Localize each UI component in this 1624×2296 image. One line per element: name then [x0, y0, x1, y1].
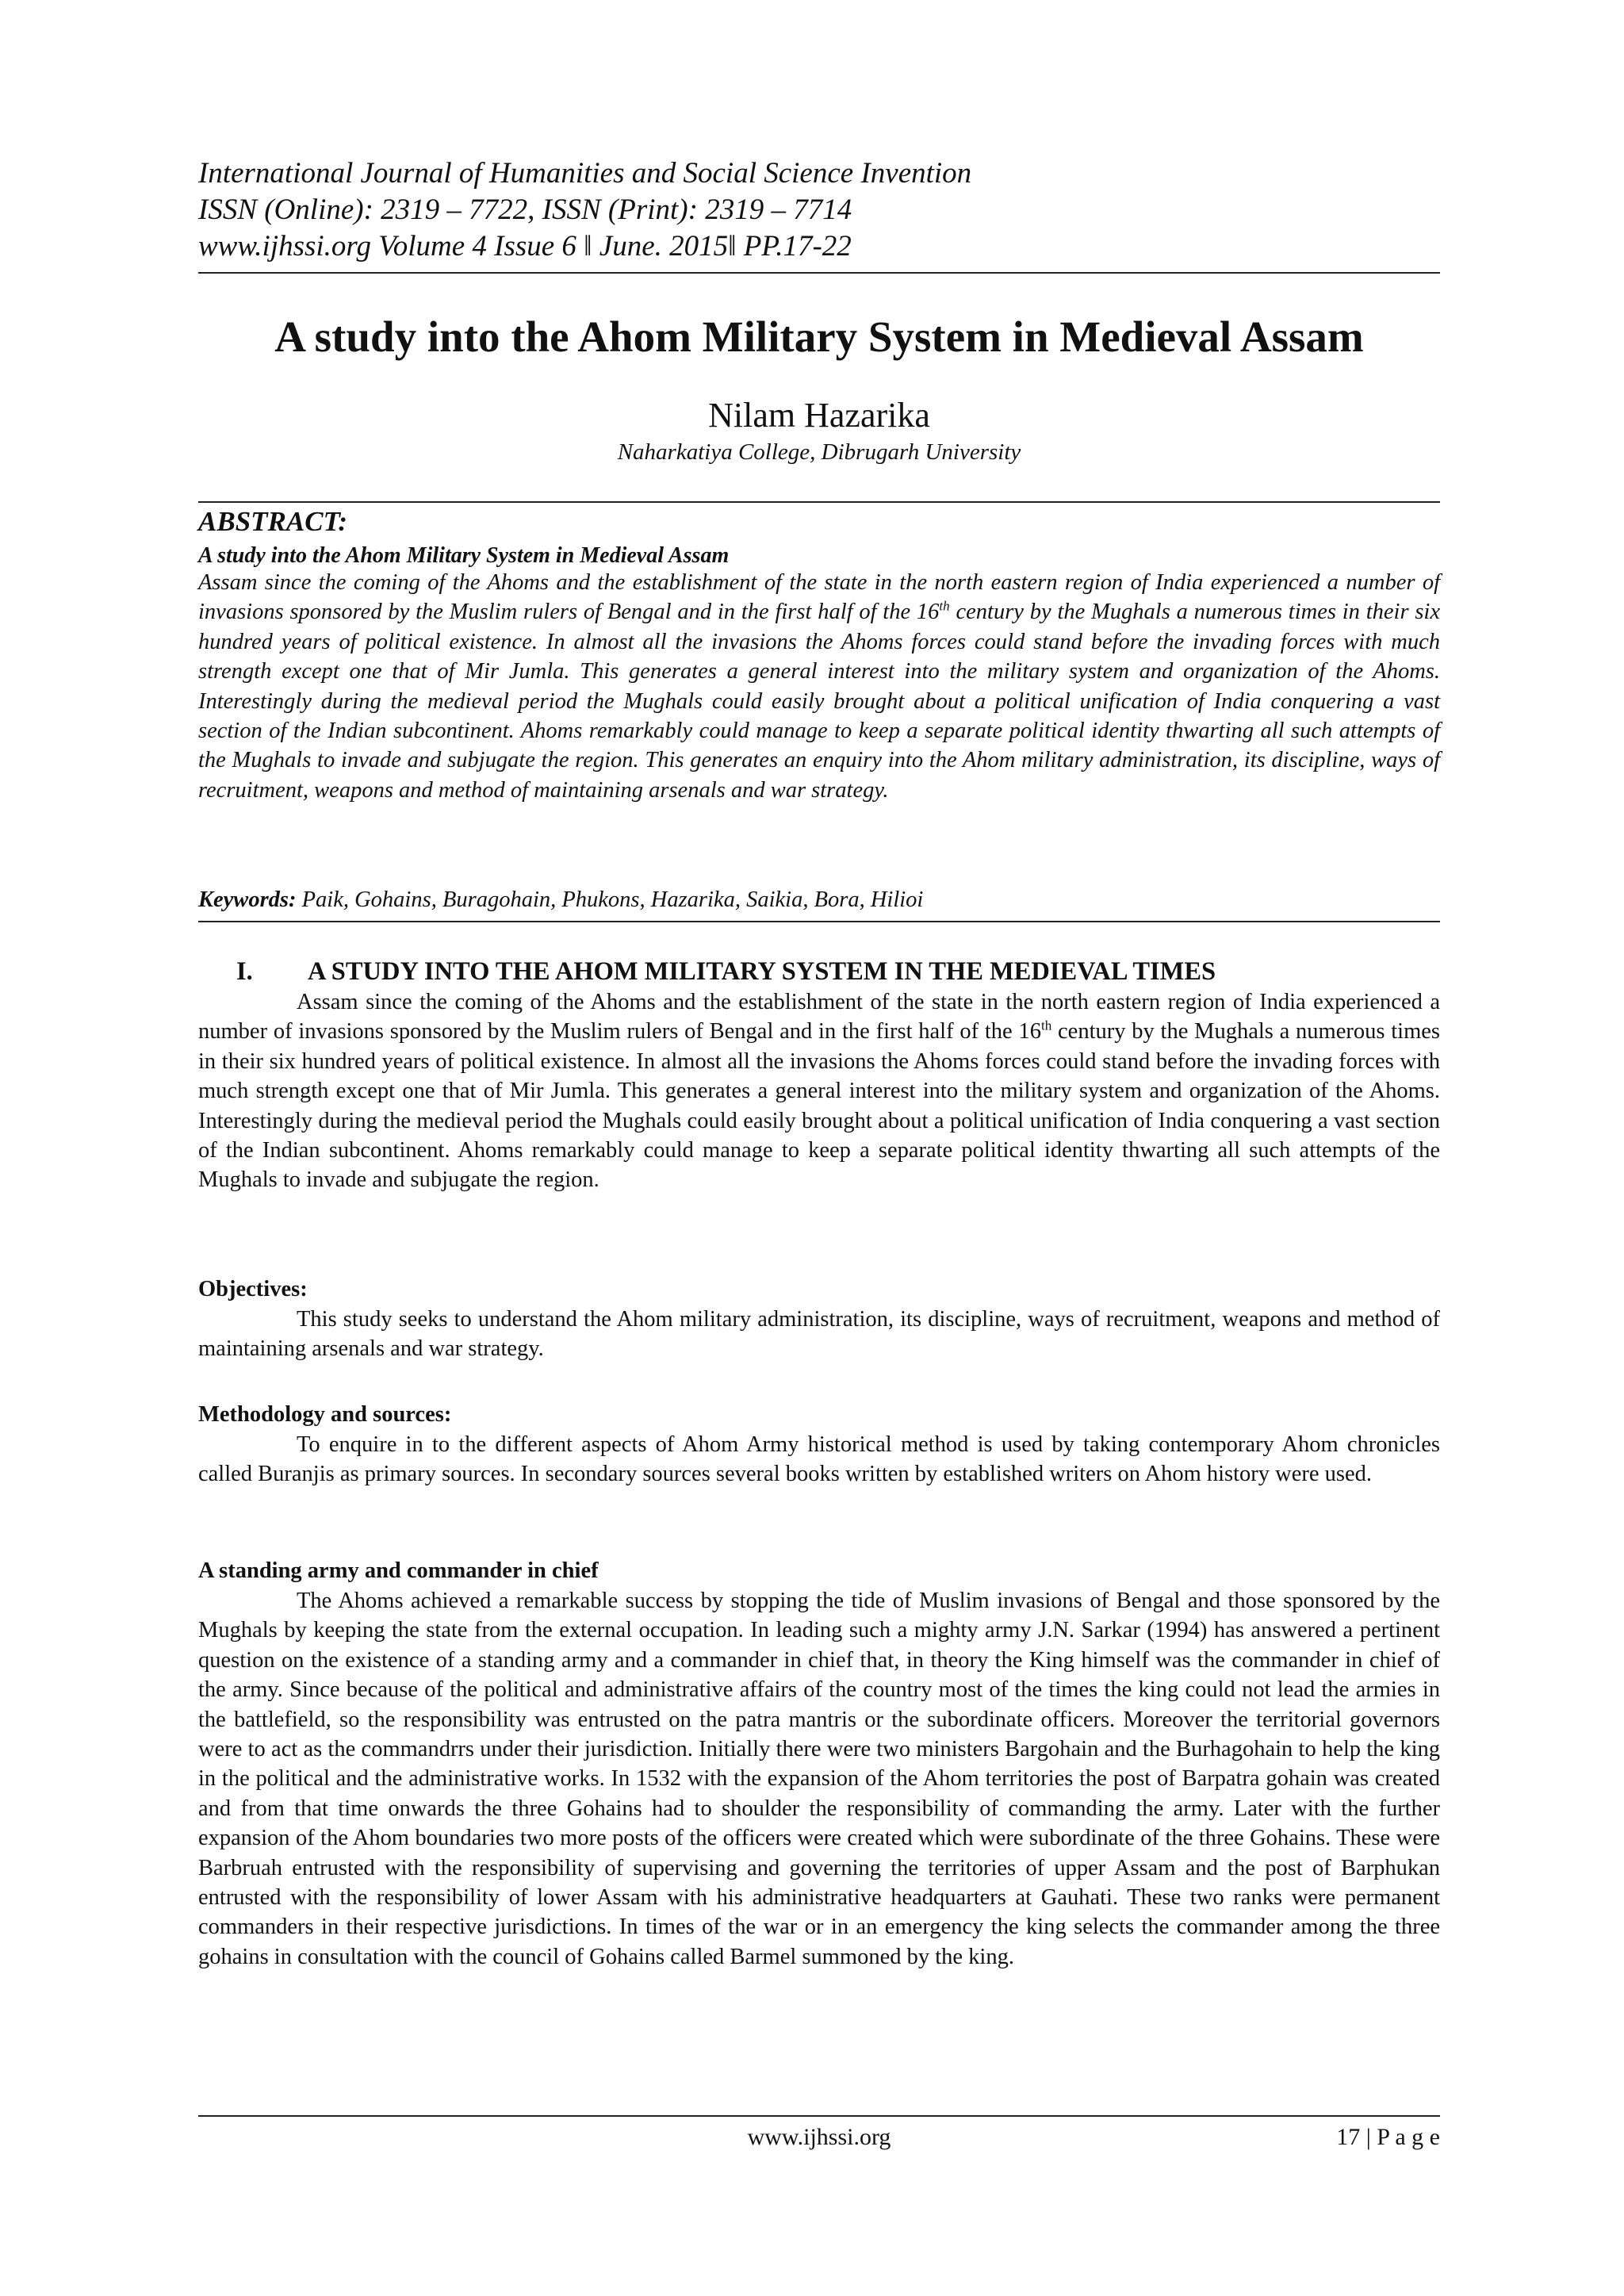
journal-header — [198, 155, 1440, 265]
objectives-paragraph: This study seeks to understand the Ahom military administration, its discipline, ways of recruitment, weapons and method of maintaining arsenals and war strategy. — [198, 1307, 1440, 1362]
abstract-subtitle: A study into the Ahom Military System in Medieval Assam — [198, 543, 730, 568]
paper-title: A study into the Ahom Military System in Medieval Assam — [274, 312, 1364, 361]
methodology-heading: Methodology and sources: — [198, 1402, 452, 1427]
author-affiliation: Naharkatiya College, Dibrugarh University — [617, 439, 1021, 465]
author-name: Nilam Hazarika — [708, 396, 930, 435]
issn-line: ISSN (Online): 2319 – 7722, ISSN (Print): 2319 – 7714 — [198, 194, 852, 226]
footer-rule — [198, 2115, 1440, 2117]
journal-name: International Journal of Humanities and Social Science Invention — [198, 157, 972, 190]
standing-army-paragraph: The Ahoms achieved a remarkable success by stopping the tide of Muslim invasions of Bengal and those sponsored by the Mughals by keeping the state from the external occupation. In leading such a mighty army J.N. Sarkar (1994) has answered a pertinent question on the existence of a standing army and a commander in chief that, in theory the King himself was the commander in chief of the army. Since because of the political and administrative affairs of the country most of the times the king could not lead the armies in the battlefield, so the responsibility was entrusted on the patra mantris or the subordinate officers. Moreover the territorial governors were to act as the commandrrs under their jurisdiction. Initially there were two ministers Bargohain and the Burhagohain to help the king in the political and the administrative works. In 1532 with the expansion of the Ahom territories the post of Barpatra gohain was created and from that time onwards the three Gohains had to shoulder the responsibility of commanding the army. Later with the further expansion of the Ahom boundaries two more posts of the officers were created which were subordinate of the three Gohains. These were Barbruah entrusted with the responsibility of supervising and governing the territories of upper Assam and the post of Barphukan entrusted with the responsibility of lower Assam with his administrative headquarters at Gauhati. These two ranks were permanent commanders in their respective jurisdictions. In times of the war or in an emergency the king selects the commander among the three gohains in consultation with the council of Gohains called Barmel summoned by the king. — [198, 1589, 1440, 1969]
abstract-text: Assam since the coming of the Ahoms and the establishment of the state in the north eastern region of India experienced a number of invasions sponsored by the Muslim rulers of Bengal and in the first half of the 16th century by the Mughals a numerous times in their six hundred years of political existence. In almost all the invasions the Ahoms forces could stand before the invading forces with much strength except one that of Mir Jumla. This generates a general interest into the military system and organization of the Ahoms. Interestingly during the medieval period the Mughals could easily brought about a political unification of India conquering a vast section of the Indian subcontinent. Ahoms remarkably could manage to keep a separate political identity thwarting all such attempts of the Mughals to invade and subjugate the region. This generates an enquiry into the Ahom military administration, its discipline, ways of recruitment, weapons and method of maintaining arsenals and war strategy. — [198, 570, 1440, 803]
volume-line: www.ijhssi.org Volume 4 Issue 6 ǁ June. 2015ǁ PP.17-22 — [198, 230, 852, 263]
abstract-bottom-rule — [198, 921, 1440, 922]
abstract-top-rule — [198, 501, 1440, 503]
page-number: 17 | P a g e — [1336, 2124, 1440, 2150]
methodology-paragraph: To enquire in to the different aspects of Ahom Army historical method is used by taking contemporary Ahom chronicles called Buranjis as primary sources. In secondary sources several books written by established writers on Ahom history were used. — [198, 1432, 1440, 1487]
keywords-line — [198, 885, 1440, 915]
objectives-heading: Objectives: — [198, 1277, 308, 1301]
abstract-heading: ABSTRACT: — [198, 506, 348, 537]
header-rule — [198, 272, 1440, 274]
keywords-label: Keywords: — [198, 887, 297, 912]
keywords-list: Paik, Gohains, Buragohain, Phukons, Hazarika, Saikia, Bora, Hilioi — [296, 887, 924, 912]
footer-url: www.ijhssi.org — [747, 2124, 891, 2150]
section-intro-paragraph: Assam since the coming of the Ahoms and the establishment of the state in the north eastern region of India experienced a number of invasions sponsored by the Muslim rulers of Bengal and in the first half of the 16th century by the Mughals a numerous times in their six hundred years of political existence. In almost all the invasions the Ahoms forces could stand before the invading forces with much strength except one that of Mir Jumla. This generates a general interest into the military system and organization of the Ahoms. Interestingly during the medieval period the Mughals could easily brought about a political unification of India conquering a vast section of the Indian subcontinent. Ahoms remarkably could manage to keep a separate political identity thwarting all such attempts of the Mughals to invade and subjugate the region. — [198, 990, 1440, 1193]
standing-army-heading: A standing army and commander in chief — [198, 1558, 599, 1583]
section-heading: I. A STUDY INTO THE AHOM MILITARY SYSTEM IN THE MEDIEVAL TIMES — [236, 957, 1216, 986]
journal-page — [198, 0, 1440, 2296]
